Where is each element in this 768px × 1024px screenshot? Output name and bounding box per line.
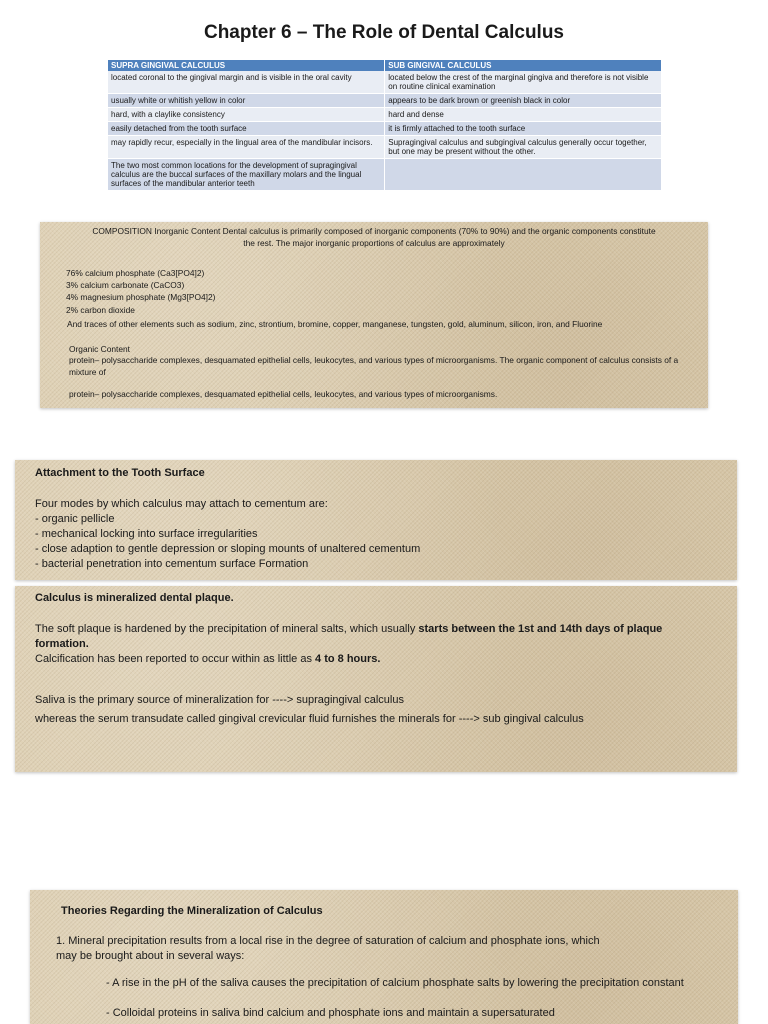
table-header-sub: SUB GINGIVAL CALCULUS [385, 60, 662, 71]
composition-item: 2% carbon dioxide [66, 305, 135, 315]
table-row [108, 122, 662, 136]
organic-line: protein– polysaccharide complexes, desquamated epithelial cells, leukocytes, and various types of microorganisms. The organic component of calculus consists of a [69, 355, 679, 365]
theories-subpoint: - Colloidal proteins in saliva bind calcium and phosphate ions and maintain a supersaturated [106, 1007, 555, 1019]
attachment-heading: Attachment to the Tooth Surface [35, 467, 205, 479]
composition-item: 76% calcium phosphate (Ca3[PO4]2) [66, 268, 205, 278]
organic-line: protein– polysaccharide complexes, desquamated epithelial cells, leukocytes, and various types of microorganisms. [69, 389, 498, 399]
table-cell: usually white or whitish yellow in color [108, 94, 385, 108]
theories-card [30, 890, 738, 1024]
table-cell: hard and dense [385, 108, 662, 122]
para1-bold-continued: formation. [35, 638, 89, 650]
table-cell [385, 159, 662, 191]
para1-normal: The soft plaque is hardened by the precipitation of mineral salts, which usually [35, 623, 419, 635]
page-title: Chapter 6 – The Role of Dental Calculus [203, 22, 565, 43]
composition-intro-line1: COMPOSITION Inorganic Content Dental calculus is primarily composed of inorganic components (70% to 90%) and the organic components constitute [92, 226, 656, 236]
saliva-line: Saliva is the primary source of mineralization for ----> supragingival calculus [35, 694, 404, 706]
composition-item: 3% calcium carbonate (CaCO3) [66, 280, 185, 290]
organic-line: mixture of [69, 367, 106, 377]
table-row [108, 136, 662, 159]
attachment-item: - bacterial penetration into cementum surface Formation [35, 558, 309, 570]
attachment-item: - mechanical locking into surface irregularities [35, 528, 258, 540]
para1-bold: starts between the 1st and 14th days of plaque [418, 623, 663, 635]
table-header-supra: SUPRA GINGIVAL CALCULUS [108, 60, 385, 71]
table-cell: may rapidly recur, especially in the lingual area of the mandibular incisors. [108, 136, 385, 159]
table-cell: appears to be dark brown or greenish black in color [385, 94, 662, 108]
composition-intro-line2: the rest. The major inorganic proportions of calculus are approximately [243, 238, 505, 248]
table-cell: easily detached from the tooth surface [108, 122, 385, 136]
table-cell: Supragingival calculus and subgingival calculus generally occur together, but one may be present without the other. [385, 136, 662, 159]
composition-item: 4% magnesium phosphate (Mg3[PO4]2) [66, 292, 216, 302]
para2-normal: Calcification has been reported to occur within as little as [35, 653, 316, 665]
calculus-comparison-table [108, 60, 662, 191]
saliva-line: whereas the serum transudate called gingival crevicular fluid furnishes the minerals for ----> sub gingival calculus [35, 713, 584, 725]
table-row [108, 159, 662, 191]
theories-point: 1. Mineral precipitation results from a local rise in the degree of saturation of calcium and phosphate ions, which [56, 935, 600, 947]
table-row [108, 94, 662, 108]
attachment-intro: Four modes by which calculus may attach to cementum are: [35, 498, 328, 510]
mineralized-card [15, 586, 737, 772]
composition-traces: And traces of other elements such as sodium, zinc, strontium, bromine, copper, manganese, tungsten, gold, aluminum, silicon, iron, and Fluorine [67, 319, 603, 329]
mineralized-heading: Calculus is mineralized dental plaque. [35, 592, 234, 604]
table-cell: it is firmly attached to the tooth surface [385, 122, 662, 136]
table-header-row [108, 60, 662, 71]
mineralized-para1 [35, 622, 662, 637]
table-row [108, 71, 662, 94]
theories-heading: Theories Regarding the Mineralization of Calculus [61, 905, 323, 917]
composition-card [40, 222, 708, 408]
para2-bold: 4 to 8 hours. [315, 653, 381, 665]
attachment-item: - organic pellicle [35, 513, 115, 525]
table-row [108, 108, 662, 122]
theories-point: may be brought about in several ways: [56, 950, 245, 962]
organic-heading: Organic Content [69, 344, 130, 354]
mineralized-para2 [35, 652, 380, 667]
attachment-card [15, 460, 737, 580]
table-cell: hard, with a claylike consistency [108, 108, 385, 122]
attachment-item: - close adaption to gentle depression or sloping mounts of unaltered cementum [35, 543, 421, 555]
table-cell: located coronal to the gingival margin and is visible in the oral cavity [108, 71, 385, 94]
theories-subpoint: - A rise in the pH of the saliva causes the precipitation of calcium phosphate salts by lowering the precipitation constant [106, 977, 684, 989]
table-cell: located below the crest of the marginal gingiva and therefore is not visible on routine clinical examination [385, 71, 662, 94]
table-cell: The two most common locations for the development of supragingival calculus are the buccal surfaces of the maxillary molars and the lingual surfaces of the mandibular anterior teeth [108, 159, 385, 191]
